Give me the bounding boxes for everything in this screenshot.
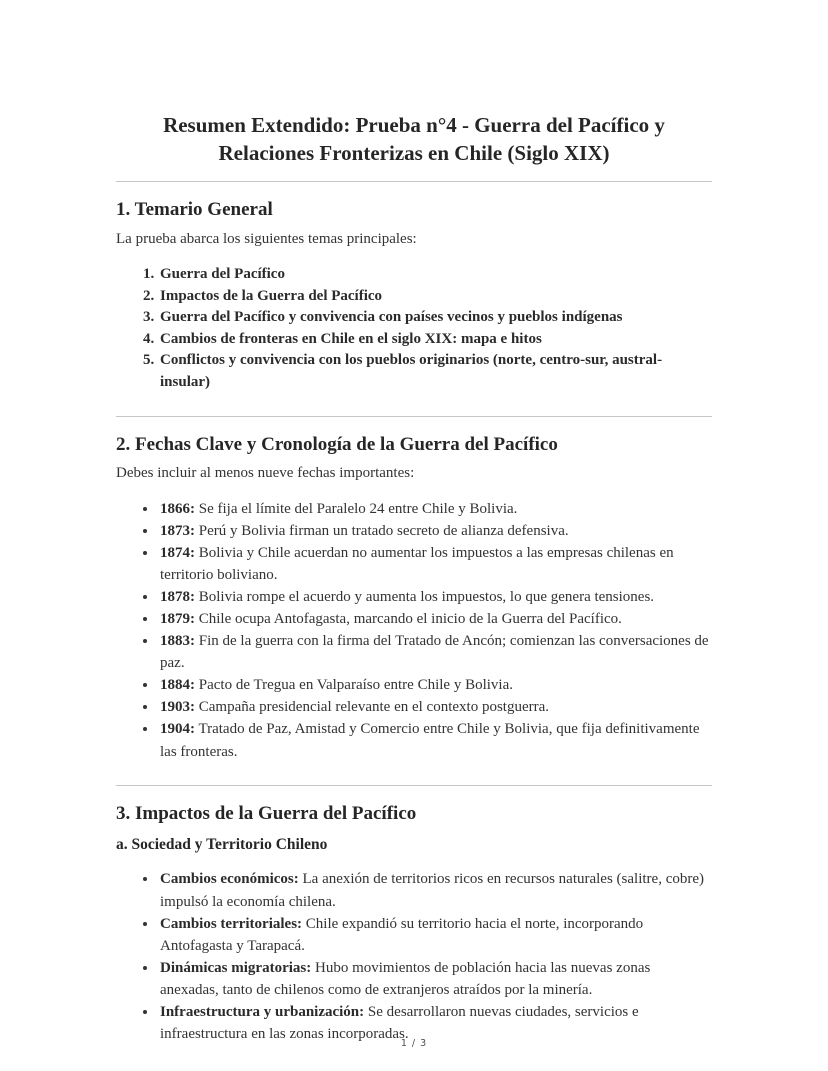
dates-list [116,498,712,763]
date-term: 1883: [160,633,195,650]
topic-list [116,264,712,394]
list-item [158,586,712,608]
list-item [158,630,712,674]
section-heading: 2. Fechas Clave y Cronología de la Guerra del Pacífico [116,433,558,455]
section-divider [116,785,712,786]
date-term: 1866: [160,501,195,517]
impact-term: Dinámicas migratorias: [160,959,312,976]
date-desc: Campaña presidencial relevante en el contexto postguerra. [195,699,550,716]
date-desc: Perú y Bolivia firman un tratado secreto de alianza defensiva. [195,523,569,540]
document-content [116,0,712,1063]
date-desc: Chile ocupa Antofagasta, marcando el inicio de la Guerra del Pacífico. [195,611,622,628]
section-fechas-clave [116,433,712,785]
date-desc: Tratado de Paz, Amistad y Comercio entre Chile y Bolivia, que fija definitivamente las fronteras. [160,721,700,760]
impact-desc: Se desarrollaron nuevas ciudades, servicios e infraestructura en las zonas incorporadas. [160,1003,639,1042]
section-intro: La prueba abarca los siguientes temas principales: [116,231,417,248]
date-term: 1884: [160,677,195,694]
list-item [158,608,712,630]
section-heading: 1. Temario General [116,199,273,221]
list-item [158,718,712,762]
list-item [158,913,712,957]
date-desc: Fin de la guerra con la firma del Tratado de Ancón; comienzan las conversaciones de paz. [160,633,709,672]
date-term: 1874: [160,545,195,562]
date-desc: Pacto de Tregua en Valparaíso entre Chile y Bolivia. [195,677,513,694]
date-desc: Se fija el límite del Paralelo 24 entre Chile y Bolivia. [195,501,518,517]
list-item [158,957,712,1001]
date-term: 1878: [160,589,195,606]
sub-heading: a. Sociedad y Territorio Chileno [116,836,328,854]
section-divider [116,416,712,417]
list-item: 2. Impactos de la Guerra del Pacífico [158,286,712,308]
date-term: 1903: [160,699,195,716]
date-term: 1879: [160,611,195,628]
date-desc: Bolivia y Chile acuerdan no aumentar los impuestos a las empresas chilenas en territorio boliviano. [160,545,674,584]
list-item [158,498,712,520]
list-item: 5. Conflictos y convivencia con los pueblos originarios (norte, centro-sur, austral-insular) [158,350,712,393]
date-term: 1904: [160,721,195,738]
section-impactos [116,802,712,1063]
list-item [158,520,712,542]
page-number: 1 / 3 [400,1038,428,1049]
impact-term: Cambios económicos: [160,871,299,888]
list-item [158,674,712,696]
list-item [158,696,712,718]
list-item [158,542,712,586]
impact-term: Cambios territoriales: [160,915,303,932]
section-temario-general [116,198,712,415]
document-title: Resumen Extendido: Prueba n°4 - Guerra del Pacífico y Relaciones Fronterizas en Chile (Siglo XIX) [163,113,665,165]
list-item [158,868,712,912]
section-heading: 3. Impactos de la Guerra del Pacífico [116,802,417,824]
section-divider [116,181,712,182]
section-intro: Debes incluir al menos nueve fechas importantes: [116,465,415,482]
list-item: 3. Guerra del Pacífico y convivencia con países vecinos y pueblos indígenas [158,307,712,329]
impact-desc: Chile expandió su territorio hacia el norte, incorporando Antofagasta y Tarapacá. [160,915,644,954]
date-term: 1873: [160,523,195,540]
list-item: 4. Cambios de fronteras en Chile en el siglo XIX: mapa e hitos [158,329,712,351]
impact-term: Infraestructura y urbanización: [160,1003,365,1020]
impact-desc: La anexión de territorios ricos en recursos naturales (salitre, cobre) impulsó la economía chilena. [160,871,704,910]
date-desc: Bolivia rompe el acuerdo y aumenta los impuestos, lo que genera tensiones. [195,589,655,606]
impacts-list [116,868,712,1044]
impact-desc: Hubo movimientos de población hacia las nuevas zonas anexadas, tanto de chilenos como de extranjeros atraídos por la minería. [160,959,651,998]
list-item: 1. Guerra del Pacífico [158,264,712,286]
